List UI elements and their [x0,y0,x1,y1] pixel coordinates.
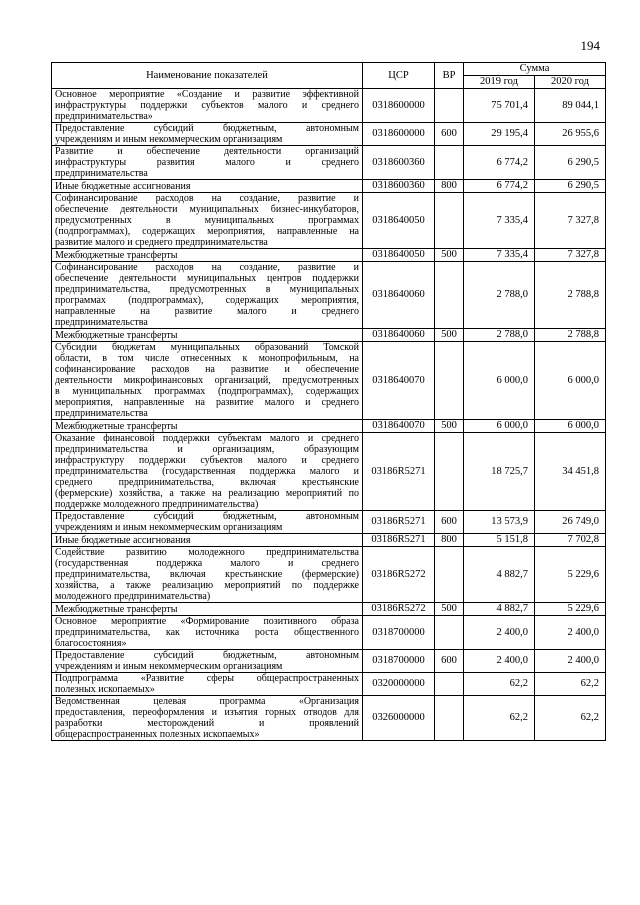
row-vr [435,433,464,511]
row-name-line: Межбюджетные трансферты [55,420,178,432]
row-name-line: Оказание финансовой поддержки субъектам малого и среднего [55,433,359,444]
header-sum: Сумма [464,63,606,76]
row-name-line: учреждениям и иным некоммерческим организациям [55,661,283,672]
row-vr: 800 [435,180,464,193]
row-name-line: Межбюджетные трансферты [55,329,178,341]
row-name [52,123,363,146]
row-vr: 500 [435,329,464,342]
row-value-2019: 6 774,2 [464,146,535,180]
row-name-line: Предоставление субсидий бюджетным, автономным [55,511,359,522]
table-row [52,534,606,547]
row-vr [435,146,464,180]
row-value-2020: 34 451,8 [535,433,606,511]
row-name-line: учреждениям и иным некоммерческим организациям [55,134,283,145]
row-value-2020: 7 327,8 [535,193,606,249]
row-name [52,673,363,696]
row-value-2019: 29 195,4 [464,123,535,146]
header-csr: ЦСР [363,63,435,89]
row-name-line: предпринимательства [55,408,148,419]
row-value-2020: 7 702,8 [535,534,606,547]
row-name-line: (фермерские) хозяйства, а также на реализацию мероприятий по [55,488,359,499]
row-name-line: Софинансирование расходов на создание, развитие и [55,193,359,204]
table-row [52,180,606,193]
row-name [52,249,363,262]
row-name-line: молодежного предпринимательства) [55,591,211,602]
row-vr [435,547,464,603]
row-name [52,433,363,511]
row-csr: 0318640060 [363,262,435,329]
row-name [52,262,363,329]
table-row [52,673,606,696]
row-value-2019: 6 000,0 [464,342,535,420]
row-value-2020: 62,2 [535,696,606,741]
row-value-2020: 26 955,6 [535,123,606,146]
row-value-2019: 18 725,7 [464,433,535,511]
row-value-2019: 13 573,9 [464,511,535,534]
row-vr: 500 [435,420,464,433]
row-value-2020: 6 290,5 [535,146,606,180]
header-2020: 2020 год [535,76,606,89]
table-row [52,146,606,180]
row-name [52,146,363,180]
row-name-line: предпринимательства, как источника роста общественного [55,627,359,638]
row-csr: 03186R5272 [363,547,435,603]
table-row [52,616,606,650]
row-name-line: предпринимательства, предусмотренных в муниципальных [55,284,359,295]
row-name-line: благосостояния» [55,638,127,649]
row-vr [435,193,464,249]
row-csr: 03186R5271 [363,433,435,511]
row-name [52,420,363,433]
row-csr: 0318640060 [363,329,435,342]
row-value-2019: 2 788,0 [464,329,535,342]
row-name [52,534,363,547]
row-vr: 800 [435,534,464,547]
row-name-line: обеспечение деятельности муниципальных бизнес-инкубаторов, [55,204,359,215]
row-name-line: (государственная поддержка малого и среднего [55,558,359,569]
row-csr: 0320000000 [363,673,435,696]
row-value-2019: 2 400,0 [464,650,535,673]
header-name: Наименование показателей [52,63,363,89]
row-name-line: развитие малого и среднего предпринимательства [55,237,268,248]
row-name-line: Основное мероприятие «Формирование позитивного образа [55,616,359,627]
row-vr [435,616,464,650]
row-csr: 0318640050 [363,249,435,262]
row-vr [435,673,464,696]
row-vr [435,696,464,741]
row-name-line: предпринимательства (государственная поддержка малого и [55,466,359,477]
row-value-2019: 2 400,0 [464,616,535,650]
row-name-line: инфраструктуры поддержки субъектов малого и среднего [55,100,359,111]
row-value-2019: 7 335,4 [464,193,535,249]
row-value-2019: 7 335,4 [464,249,535,262]
row-name-line: деятельности микрофинансовых организаций, предусмотренных [55,375,359,386]
row-name-line: Иные бюджетные ассигнования [55,180,191,192]
table-row [52,511,606,534]
table-row [52,547,606,603]
row-name [52,547,363,603]
row-name-line: предусмотренных в муниципальных программах [55,215,359,226]
row-csr: 03186R5271 [363,511,435,534]
row-name-line: учреждениям и иным некоммерческим организациям [55,522,283,533]
header-vr: ВР [435,63,464,89]
row-value-2020: 2 788,8 [535,262,606,329]
row-vr: 600 [435,511,464,534]
row-value-2019: 6 774,2 [464,180,535,193]
row-name-line: Межбюджетные трансферты [55,249,178,261]
row-name-line: поддержке молодежного предпринимательства) [55,499,259,510]
row-value-2020: 2 400,0 [535,616,606,650]
row-name-line: предпринимательства, включая крестьянские (фермерские) [55,569,359,580]
row-name-line: Содействие развитию молодежного предпринимательства [55,547,359,558]
table-row [52,262,606,329]
row-csr: 03186R5272 [363,603,435,616]
table-row [52,329,606,342]
table-row [52,696,606,741]
row-csr: 0318700000 [363,616,435,650]
row-value-2020: 89 044,1 [535,89,606,123]
table-body [52,89,606,741]
row-vr: 600 [435,650,464,673]
row-value-2019: 6 000,0 [464,420,535,433]
row-value-2019: 5 151,8 [464,534,535,547]
row-value-2020: 62,2 [535,673,606,696]
row-csr: 0318600000 [363,89,435,123]
row-value-2020: 2 788,8 [535,329,606,342]
page-number: 194 [580,38,600,53]
row-name-line: программах (подпрограммах), содержащих мероприятия, [55,295,359,306]
row-name-line: Иные бюджетные ассигнования [55,534,191,546]
table-row [52,249,606,262]
row-name-line: предпринимательства [55,317,148,328]
row-name-line: Подпрограмма «Развитие сферы общераспространенных [55,673,359,684]
row-name-line: Межбюджетные трансферты [55,603,178,615]
budget-table [51,62,606,741]
row-name-line: предпринимательства» [55,111,153,122]
row-value-2020: 5 229,6 [535,603,606,616]
table-row [52,433,606,511]
table-row [52,420,606,433]
row-name-line: хозяйства, а также реализацию мероприятий по поддержке [55,580,359,591]
row-csr: 0318700000 [363,650,435,673]
row-vr [435,89,464,123]
row-value-2019: 2 788,0 [464,262,535,329]
row-csr: 0326000000 [363,696,435,741]
row-csr: 0318640070 [363,420,435,433]
row-value-2020: 2 400,0 [535,650,606,673]
row-name-line: общераспространенных полезных ископаемых» [55,729,260,740]
row-value-2019: 4 882,7 [464,603,535,616]
table-header [52,63,606,89]
row-name-line: Ведомственная целевая программа «Организация [55,696,359,707]
row-value-2019: 4 882,7 [464,547,535,603]
row-csr: 0318600360 [363,146,435,180]
row-vr [435,262,464,329]
row-name-line: Предоставление субсидий бюджетным, автономным [55,650,359,661]
row-name-line: предоставления, переоформления и изъятия горных отводов для [55,707,359,718]
row-csr: 03186R5271 [363,534,435,547]
row-vr: 500 [435,603,464,616]
row-name-line: софинансирование расходов на развитие и обеспечение [55,364,359,375]
row-name [52,616,363,650]
row-name [52,193,363,249]
table-row [52,123,606,146]
row-value-2019: 62,2 [464,696,535,741]
row-name [52,696,363,741]
row-name [52,650,363,673]
row-name-line: (подпрограммах), содержащих мероприятия, направленные на [55,226,359,237]
row-value-2019: 62,2 [464,673,535,696]
row-value-2020: 26 749,0 [535,511,606,534]
row-value-2020: 6 000,0 [535,420,606,433]
row-name-line: полезных ископаемых» [55,684,155,695]
row-csr: 0318600000 [363,123,435,146]
row-csr: 0318640070 [363,342,435,420]
row-csr: 0318600360 [363,180,435,193]
header-2019: 2019 год [464,76,535,89]
row-name [52,603,363,616]
table-row [52,193,606,249]
row-name-line: Субсидии бюджетам муниципальных образований Томской [55,342,359,353]
row-name-line: мероприятия, направленные на развитие малого и среднего [55,397,359,408]
row-name [52,180,363,193]
row-name [52,89,363,123]
table-row [52,650,606,673]
row-value-2020: 6 290,5 [535,180,606,193]
row-csr: 0318640050 [363,193,435,249]
table-row [52,603,606,616]
table-row [52,342,606,420]
row-vr: 500 [435,249,464,262]
row-name-line: инфраструктуру поддержки субъектов малого и среднего [55,455,359,466]
row-name-line: Основное мероприятие «Создание и развитие эффективной [55,89,359,100]
row-name-line: Предоставление субсидий бюджетным, автономным [55,123,359,134]
row-name-line: среднего предпринимательства, включая крестьянские [55,477,359,488]
row-vr: 600 [435,123,464,146]
row-name-line: разработки месторождений и проявлений [55,718,359,729]
row-name [52,342,363,420]
row-name-line: направленные на развитие малого и среднего [55,306,359,317]
row-value-2020: 7 327,8 [535,249,606,262]
row-name-line: в муниципальных программах (подпрограммах), содержащих [55,386,359,397]
row-value-2020: 6 000,0 [535,342,606,420]
row-name-line: Развитие и обеспечение деятельности организаций [55,146,359,157]
row-value-2020: 5 229,6 [535,547,606,603]
row-name-line: Софинансирование расходов на создание, развитие и [55,262,359,273]
row-vr [435,342,464,420]
row-name [52,329,363,342]
row-value-2019: 75 701,4 [464,89,535,123]
row-name-line: инфраструктуры развития малого и среднего [55,157,359,168]
row-name-line: области, в том числе отнесенных к монопрофильным, на [55,353,359,364]
row-name-line: обеспечение деятельности муниципальных центров поддержки [55,273,359,284]
table-row [52,89,606,123]
row-name-line: предпринимательства [55,168,148,179]
row-name [52,511,363,534]
row-name-line: предпринимательства и организациям, образующим [55,444,359,455]
